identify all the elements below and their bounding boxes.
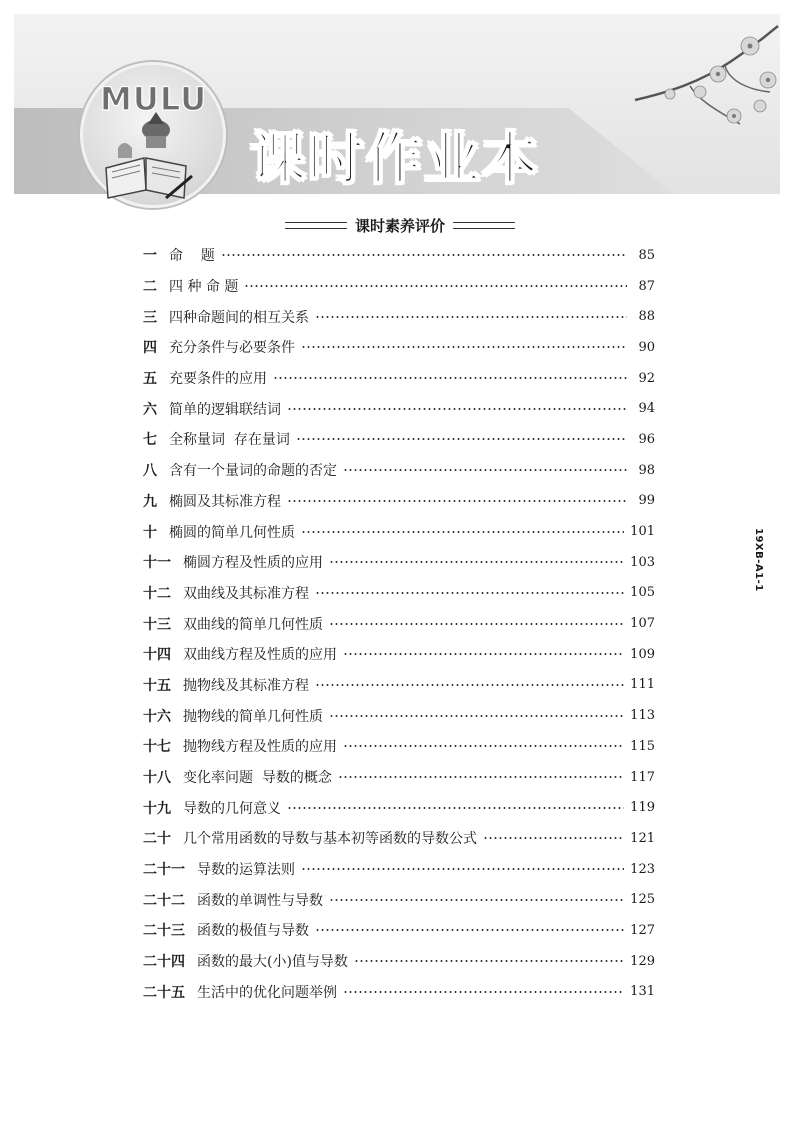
toc-entry-number: 二 xyxy=(143,279,157,296)
toc-entry-page: 127 xyxy=(630,922,655,938)
logo-text: MULU xyxy=(100,80,208,118)
page-title: 课时作业本 xyxy=(250,127,540,192)
toc-entry[interactable] xyxy=(143,977,655,1008)
toc-entry[interactable] xyxy=(143,240,655,271)
toc-entry-title: 导数的几何意义 xyxy=(183,800,281,817)
toc-entry-number: 六 xyxy=(143,401,157,418)
toc-entry-page: 119 xyxy=(630,800,655,816)
toc-entry-title: 几个常用函数的导数与基本初等函数的导数公式 xyxy=(183,831,477,848)
toc-entry-page: 105 xyxy=(630,585,655,601)
toc-leader-dots xyxy=(343,466,627,474)
toc-entry[interactable] xyxy=(143,578,655,609)
toc-entry-page: 123 xyxy=(630,861,655,877)
toc-entry[interactable] xyxy=(143,301,655,332)
plum-blossom-decoration xyxy=(630,22,780,132)
toc-entry-number: 二十五 xyxy=(143,984,185,1001)
toc-leader-dots xyxy=(315,589,624,597)
toc-entry-page: 111 xyxy=(630,677,655,693)
toc-entry[interactable] xyxy=(143,639,655,670)
toc-leader-dots xyxy=(343,742,624,750)
toc-entry-number: 五 xyxy=(143,371,157,388)
toc-entry-number: 十 xyxy=(143,524,157,541)
toc-entry-number: 十四 xyxy=(143,647,171,664)
toc-leader-dots xyxy=(273,374,627,382)
toc-entry[interactable] xyxy=(143,516,655,547)
toc-entry[interactable] xyxy=(143,332,655,363)
toc-leader-dots xyxy=(301,343,627,351)
toc-entry-title: 生活中的优化问题举例 xyxy=(197,984,337,1001)
toc-entry[interactable] xyxy=(143,731,655,762)
toc-entry-page: 117 xyxy=(630,769,655,785)
side-code: 19XB-A1-1 xyxy=(753,528,764,592)
toc-leader-dots xyxy=(329,712,624,720)
toc-entry-title: 抛物线的简单几何性质 xyxy=(183,708,323,725)
toc-entry-page: 87 xyxy=(638,278,655,294)
toc-entry-title: 命 题 xyxy=(169,248,215,265)
toc-entry-number: 十五 xyxy=(143,677,171,694)
toc-entry-title: 椭圆的简单几何性质 xyxy=(169,524,295,541)
toc-leader-dots xyxy=(301,528,624,536)
toc-entry[interactable] xyxy=(143,823,655,854)
toc-entry-title: 椭圆方程及性质的应用 xyxy=(183,555,323,572)
toc-entry-title: 抛物线方程及性质的应用 xyxy=(183,739,337,756)
toc-entry[interactable] xyxy=(143,792,655,823)
toc-entry[interactable] xyxy=(143,486,655,517)
toc-entry-number: 四 xyxy=(143,340,157,357)
toc-leader-dots xyxy=(296,435,627,443)
toc-entry-number: 一 xyxy=(143,248,157,265)
toc-leader-dots xyxy=(315,926,624,934)
toc-entry-number: 十三 xyxy=(143,616,171,633)
toc-entry[interactable] xyxy=(143,670,655,701)
toc-entry-title: 函数的最大(小)值与导数 xyxy=(197,954,348,971)
toc-leader-dots xyxy=(343,988,624,996)
toc-entry-number: 十一 xyxy=(143,555,171,572)
toc-entry-page: 99 xyxy=(638,493,655,509)
toc-leader-dots xyxy=(329,896,624,904)
toc-entry-page: 115 xyxy=(630,738,655,754)
toc-entry-title: 变化率问题 导数的概念 xyxy=(183,770,332,787)
toc-entry-page: 125 xyxy=(630,892,655,908)
toc-leader-dots xyxy=(315,681,624,689)
toc-leader-dots xyxy=(301,865,624,873)
toc-leader-dots xyxy=(287,497,627,505)
toc-entry[interactable] xyxy=(143,946,655,977)
toc-entry-number: 三 xyxy=(143,309,157,326)
toc-entry-page: 94 xyxy=(638,401,655,417)
toc-entry-number: 十九 xyxy=(143,800,171,817)
toc-entry-number: 十七 xyxy=(143,739,171,756)
toc-entry-title: 双曲线方程及性质的应用 xyxy=(183,647,337,664)
toc-entry-title: 函数的单调性与导数 xyxy=(197,892,323,909)
heading-rule-right xyxy=(453,222,515,229)
heading-rule-left xyxy=(285,222,347,229)
toc-entry[interactable] xyxy=(143,915,655,946)
toc-entry[interactable] xyxy=(143,884,655,915)
toc-entry-title: 抛物线及其标准方程 xyxy=(183,677,309,694)
toc-entry-page: 129 xyxy=(630,953,655,969)
toc-leader-dots xyxy=(338,773,624,781)
toc-entry[interactable] xyxy=(143,363,655,394)
toc-entry[interactable] xyxy=(143,762,655,793)
toc-entry[interactable] xyxy=(143,608,655,639)
toc-entry-page: 92 xyxy=(638,370,655,386)
toc-leader-dots xyxy=(287,405,627,413)
toc-leader-dots xyxy=(329,558,624,566)
toc-entry-page: 96 xyxy=(638,431,655,447)
toc-entry-page: 101 xyxy=(630,524,655,540)
toc-entry[interactable] xyxy=(143,424,655,455)
toc-entry-title: 导数的运算法则 xyxy=(197,862,295,879)
toc-entry-page: 107 xyxy=(630,616,655,632)
toc-entry-title: 充要条件的应用 xyxy=(169,371,267,388)
toc-entry[interactable] xyxy=(143,393,655,424)
toc-entry-number: 七 xyxy=(143,432,157,449)
toc-entry-page: 121 xyxy=(630,830,655,846)
toc-entry-number: 二十一 xyxy=(143,862,185,879)
table-of-contents xyxy=(143,240,655,1007)
toc-entry-number: 十六 xyxy=(143,708,171,725)
toc-entry-page: 98 xyxy=(638,462,655,478)
toc-leader-dots xyxy=(354,957,624,965)
toc-entry-number: 二十 xyxy=(143,831,171,848)
section-heading xyxy=(285,214,515,236)
toc-entry-page: 85 xyxy=(638,247,655,263)
section-heading-text: 课时素养评价 xyxy=(355,216,446,235)
toc-leader-dots xyxy=(483,834,624,842)
toc-entry-number: 十二 xyxy=(143,585,171,602)
toc-entry-page: 109 xyxy=(630,646,655,662)
toc-entry-title: 椭圆及其标准方程 xyxy=(169,493,281,510)
toc-entry-page: 90 xyxy=(638,339,655,355)
toc-entry-title: 含有一个量词的命题的否定 xyxy=(169,463,337,480)
toc-entry-number: 二十三 xyxy=(143,923,185,940)
toc-entry-number: 八 xyxy=(143,463,157,480)
open-book-icon xyxy=(96,110,196,200)
toc-leader-dots xyxy=(287,804,624,812)
toc-entry-title: 双曲线及其标准方程 xyxy=(183,585,309,602)
toc-leader-dots xyxy=(244,282,627,290)
toc-entry-number: 二十四 xyxy=(143,954,185,971)
toc-entry-title: 四种命题间的相互关系 xyxy=(169,309,309,326)
toc-entry-page: 88 xyxy=(638,309,655,325)
toc-leader-dots xyxy=(329,620,624,628)
toc-leader-dots xyxy=(315,313,627,321)
toc-entry-page: 131 xyxy=(630,984,655,1000)
toc-entry-title: 四 种 命 题 xyxy=(169,279,239,296)
toc-entry[interactable] xyxy=(143,700,655,731)
toc-entry-title: 简单的逻辑联结词 xyxy=(169,401,281,418)
toc-entry[interactable] xyxy=(143,455,655,486)
toc-entry-title: 函数的极值与导数 xyxy=(197,923,309,940)
toc-entry-page: 113 xyxy=(630,708,655,724)
toc-entry-title: 双曲线的简单几何性质 xyxy=(183,616,323,633)
toc-entry[interactable] xyxy=(143,271,655,302)
toc-entry-page: 103 xyxy=(630,554,655,570)
toc-entry[interactable] xyxy=(143,547,655,578)
toc-leader-dots xyxy=(221,251,627,259)
toc-entry-number: 九 xyxy=(143,493,157,510)
toc-entry-title: 全称量词 存在量词 xyxy=(169,432,290,449)
toc-entry-number: 十八 xyxy=(143,770,171,787)
toc-entry-number: 二十二 xyxy=(143,892,185,909)
toc-entry[interactable] xyxy=(143,854,655,885)
toc-entry-title: 充分条件与必要条件 xyxy=(169,340,295,357)
toc-leader-dots xyxy=(343,650,624,658)
